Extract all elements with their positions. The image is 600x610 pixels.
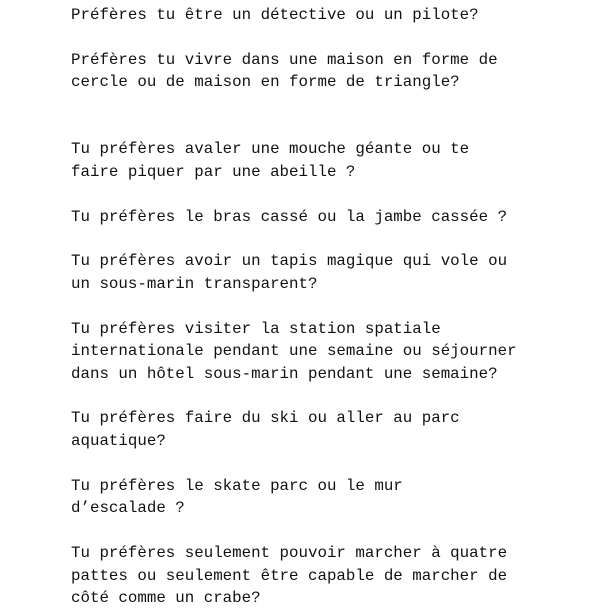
question-5: Tu préfères avoir un tapis magique qui vole ou un sous-marin transparent? xyxy=(71,252,508,293)
question-7: Tu préfères faire du ski ou aller au parc aquatique? xyxy=(71,409,460,450)
question-1: Préfères tu être un détective ou un pilote? xyxy=(71,6,479,24)
question-9: Tu préfères seulement pouvoir marcher à quatre pattes ou seulement être capable de marcher de côté comme un crabe? xyxy=(71,544,508,608)
question-8: Tu préfères le skate parc ou le mur d’escalade ? xyxy=(71,476,403,518)
document-body xyxy=(71,4,596,610)
question-3: Tu préfères avaler une mouche géante ou te faire piquer par une abeille ? xyxy=(71,140,470,181)
question-4: Tu préfères le bras cassé ou la jambe cassée ? xyxy=(71,207,508,226)
question-2: Préfères tu vivre dans une maison en forme de cercle ou de maison en forme de triangle? xyxy=(71,50,498,92)
question-6: Tu préfères visiter la station spatiale internationale pendant une semaine ou séjourner dans un hôtel sous-marin pendant une semaine? xyxy=(71,319,517,383)
